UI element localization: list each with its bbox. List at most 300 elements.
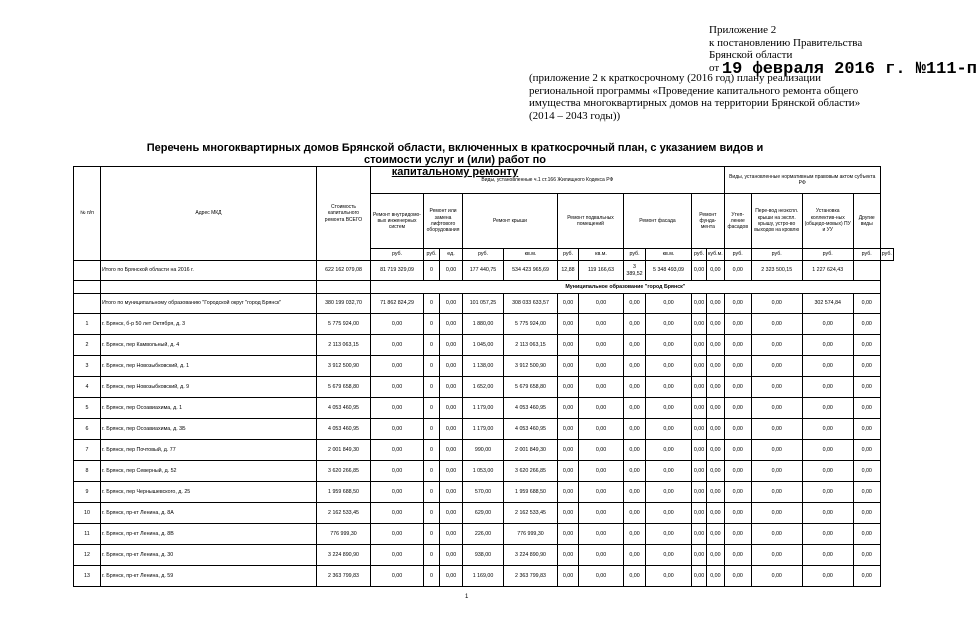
value-cell: 0,00 (853, 503, 880, 524)
value-cell: 0,00 (802, 482, 853, 503)
value-cell: 0 (424, 461, 440, 482)
page-mark: 1 (465, 594, 469, 600)
total-cell: 4 053 460,95 (317, 419, 371, 440)
unit-cell: куб.м. (707, 249, 725, 261)
value-cell: 0,00 (440, 419, 463, 440)
total-cell: 4 053 460,95 (317, 398, 371, 419)
value-cell: 0,00 (692, 294, 707, 314)
value-cell: 5 348 493,09 (646, 261, 692, 281)
value-cell: 0,00 (692, 419, 707, 440)
value-cell: 0,00 (579, 524, 624, 545)
value-cell: 0,00 (853, 440, 880, 461)
row-num: 11 (74, 524, 101, 545)
value-cell: 0,00 (371, 377, 424, 398)
value-cell: 0,00 (624, 314, 646, 335)
value-cell: 0,00 (724, 440, 751, 461)
col-group-housing-code: Виды, установленные ч.1 ст.166 Жилищного Кодекса РФ (371, 167, 725, 194)
value-cell: 0,00 (692, 261, 707, 281)
approval-header (709, 24, 977, 79)
note-line: региональной программы «Проведение капитального ремонта общего (529, 84, 859, 97)
value-cell: 0,00 (707, 261, 725, 281)
value-cell: 0,00 (440, 482, 463, 503)
value-cell: 534 423 965,69 (504, 261, 558, 281)
value-cell: 0,00 (724, 356, 751, 377)
value-cell: 0,00 (579, 377, 624, 398)
value-cell: 0,00 (624, 294, 646, 314)
unit-cell: руб. (724, 249, 751, 261)
value-cell: 0,00 (558, 377, 579, 398)
value-cell: 0,00 (440, 503, 463, 524)
value-cell: 3 389,52 (624, 261, 646, 281)
address-cell: г. Брянск, пер Новозыбковский, д. 1 (101, 356, 317, 377)
address-cell: г. Брянск, пер Новозыбковский, д. 9 (101, 377, 317, 398)
value-cell: 0,00 (371, 566, 424, 587)
value-cell: 0,00 (707, 524, 725, 545)
value-cell: 0,00 (440, 314, 463, 335)
address-cell: г. Брянск, пер Чернышевского, д. 25 (101, 482, 317, 503)
value-cell: 0,00 (440, 377, 463, 398)
value-cell: 0,00 (624, 356, 646, 377)
address-cell: г. Брянск, пер Осоавиахима, д. 1 (101, 398, 317, 419)
total-cell: 2 162 533,45 (317, 503, 371, 524)
col-header-meters: Установка коллектив-ных (общедо-мовых) ПУ и УУ (802, 194, 853, 249)
roof-cost-cell: 2 113 063,15 (504, 335, 558, 356)
value-cell: 0,00 (440, 398, 463, 419)
unit-cell: руб. (463, 249, 504, 261)
unit-cell: ед. (440, 249, 463, 261)
note-line: (приложение 2 к краткосрочному (2016 год) плану реализации (529, 72, 822, 84)
row-num: 10 (74, 503, 101, 524)
value-cell: 0,00 (751, 398, 802, 419)
table-row (74, 545, 894, 566)
value-cell: 0,00 (646, 545, 692, 566)
value-cell: 0,00 (646, 461, 692, 482)
value-cell: 0,00 (751, 356, 802, 377)
row-label: Итого по Брянской области на 2016 г. (101, 261, 317, 281)
roof-cost-cell: 3 912 500,90 (504, 356, 558, 377)
roof-area-cell: 1 053,00 (463, 461, 504, 482)
col-header-basement: Ремонт подвальных помещений (558, 194, 624, 249)
unit-cell: руб. (692, 249, 707, 261)
value-cell: 0 (424, 566, 440, 587)
value-cell: 71 862 824,29 (371, 294, 424, 314)
value-cell: 0,00 (692, 377, 707, 398)
table-row (74, 356, 894, 377)
table-row (74, 377, 894, 398)
value-cell: 0,00 (724, 377, 751, 398)
value-cell: 0 (424, 545, 440, 566)
value-cell: 0,00 (802, 545, 853, 566)
value-cell: 0 (424, 356, 440, 377)
row-num-cell (74, 261, 101, 281)
value-cell: 0,00 (646, 398, 692, 419)
value-cell: 0,00 (624, 482, 646, 503)
row-num: 13 (74, 566, 101, 587)
value-cell: 0,00 (692, 482, 707, 503)
houses-table (73, 166, 894, 587)
value-cell: 0,00 (624, 398, 646, 419)
table-row (74, 482, 894, 503)
row-num: 9 (74, 482, 101, 503)
roof-cost-cell: 1 959 688,50 (504, 482, 558, 503)
value-cell: 0,00 (751, 461, 802, 482)
unit-cell: руб. (802, 249, 853, 261)
roof-area-cell: 1 652,00 (463, 377, 504, 398)
address-cell: г. Брянск, пр-кт Ленина, д. 30 (101, 545, 317, 566)
value-cell: 0,00 (802, 566, 853, 587)
value-cell: 0,00 (646, 335, 692, 356)
value-cell: 0,00 (724, 335, 751, 356)
value-cell: 0,00 (646, 524, 692, 545)
value-cell: 0,00 (371, 503, 424, 524)
value-cell: 0,00 (692, 461, 707, 482)
value-cell: 0,00 (692, 545, 707, 566)
value-cell: 302 574,84 (802, 294, 853, 314)
address-cell: г. Брянск, пер Камвольный, д. 4 (101, 335, 317, 356)
value-cell: 0,00 (853, 335, 880, 356)
value-cell: 0,00 (579, 545, 624, 566)
roof-area-cell: 629,00 (463, 503, 504, 524)
row-num: 12 (74, 545, 101, 566)
unit-cell: руб. (371, 249, 424, 261)
value-cell: 0,00 (707, 566, 725, 587)
roof-area-cell: 570,00 (463, 482, 504, 503)
table-row (74, 566, 894, 587)
value-cell: 0 (424, 377, 440, 398)
value-cell: 0,00 (802, 461, 853, 482)
address-cell: г. Брянск, пр-кт Ленина, д. 8В (101, 524, 317, 545)
value-cell: 0,00 (558, 461, 579, 482)
value-cell: 0 (424, 503, 440, 524)
value-cell: 119 166,63 (579, 261, 624, 281)
value-cell: 0,00 (646, 440, 692, 461)
roof-cost-cell: 3 224 890,90 (504, 545, 558, 566)
value-cell: 0,00 (751, 377, 802, 398)
value-cell: 0,00 (646, 294, 692, 314)
value-cell: 0,00 (853, 419, 880, 440)
unit-cell: руб. (624, 249, 646, 261)
header-line: Брянской области (709, 49, 793, 61)
value-cell: 0,00 (853, 482, 880, 503)
value-cell: 0,00 (558, 419, 579, 440)
row-num: 2 (74, 335, 101, 356)
value-cell: 0,00 (624, 419, 646, 440)
value-cell: 0,00 (707, 545, 725, 566)
value-cell: 0,00 (724, 545, 751, 566)
value-cell: 0,00 (724, 461, 751, 482)
total-cell: 1 959 688,50 (317, 482, 371, 503)
value-cell: 0,00 (802, 377, 853, 398)
value-cell: 0,00 (751, 503, 802, 524)
value-cell: 0,00 (371, 524, 424, 545)
col-header-foundation: Ремонт фунда-мента (692, 194, 725, 249)
roof-area-cell: 1 045,00 (463, 335, 504, 356)
value-cell: 2 323 500,15 (751, 261, 802, 281)
col-header-lift: Ремонт или замена лифтового оборудования (424, 194, 463, 249)
roof-cost-cell: 4 053 460,95 (504, 419, 558, 440)
value-cell: 0,00 (440, 335, 463, 356)
unit-cell: руб. (424, 249, 440, 261)
value-cell: 0,00 (853, 524, 880, 545)
value-cell: 0,00 (646, 503, 692, 524)
value-cell: 0,00 (751, 545, 802, 566)
col-header-total: Стоимость капитального ремонта ВСЕГО (317, 167, 371, 261)
value-cell: 0,00 (692, 566, 707, 587)
value-cell: 0,00 (558, 482, 579, 503)
value-cell: 0,00 (440, 440, 463, 461)
address-cell: г. Брянск, пер Осоавиахима, д. 3Б (101, 419, 317, 440)
total-cell: 3 912 500,90 (317, 356, 371, 377)
value-cell: 0,00 (692, 524, 707, 545)
table-row (74, 314, 894, 335)
value-cell: 0,00 (692, 398, 707, 419)
value-cell: 0,00 (440, 294, 463, 314)
table-row (74, 524, 894, 545)
total-cell: 5 775 924,00 (317, 314, 371, 335)
total-cell: 2 363 799,83 (317, 566, 371, 587)
unit-cell: кв.м. (579, 249, 624, 261)
row-num: 1 (74, 314, 101, 335)
section-title: Муниципальное образование "город Брянск" (371, 281, 881, 294)
value-cell: 0,00 (751, 294, 802, 314)
value-cell: 0,00 (802, 419, 853, 440)
value-cell: 0,00 (579, 335, 624, 356)
total-cell: 3 620 266,85 (317, 461, 371, 482)
col-header-systems: Ремонт внутридомо-вых инженерных систем (371, 194, 424, 249)
value-cell: 0,00 (751, 524, 802, 545)
value-cell: 0,00 (692, 356, 707, 377)
header-line: к постановлению Правительства (709, 36, 863, 49)
unit-cell: руб. (558, 249, 579, 261)
value-cell: 0 (424, 335, 440, 356)
roof-area-cell: 1 179,00 (463, 398, 504, 419)
date-prefix: от (709, 61, 720, 74)
value-cell: 0,00 (558, 356, 579, 377)
value-cell: 0,00 (579, 356, 624, 377)
value-cell: 0 (424, 419, 440, 440)
row-label: Итого по муниципальному образованию "Городской округ "город Брянск" (101, 294, 317, 314)
value-cell: 0,00 (692, 503, 707, 524)
value-cell: 177 440,75 (463, 261, 504, 281)
value-cell: 1 227 624,43 (802, 261, 853, 281)
value-cell: 0,00 (371, 314, 424, 335)
value-cell: 0,00 (371, 440, 424, 461)
value-cell: 0,00 (440, 524, 463, 545)
value-cell: 0,00 (624, 461, 646, 482)
amendment-note (529, 72, 899, 122)
row-num: 5 (74, 398, 101, 419)
value-cell: 0,00 (624, 545, 646, 566)
roof-area-cell: 938,00 (463, 545, 504, 566)
table-row (74, 440, 894, 461)
value-cell: 0,00 (579, 314, 624, 335)
value-cell: 0,00 (579, 419, 624, 440)
header-line: Приложение 2 (709, 24, 777, 36)
value-cell: 0,00 (853, 356, 880, 377)
roof-cost-cell: 2 001 849,30 (504, 440, 558, 461)
value-cell: 0,00 (624, 335, 646, 356)
value-cell: 0,00 (579, 482, 624, 503)
value-cell: 0,00 (558, 294, 579, 314)
value-cell: 0,00 (646, 356, 692, 377)
value-cell: 0,00 (646, 419, 692, 440)
col-header-insulation: Утеп-ление фасадов (724, 194, 751, 249)
value-cell: 0,00 (707, 461, 725, 482)
value-cell: 0,00 (707, 482, 725, 503)
address-cell: г. Брянск, пр-кт Ленина, д. 8А (101, 503, 317, 524)
value-cell: 0,00 (646, 482, 692, 503)
row-num: 8 (74, 461, 101, 482)
value-cell: 0,00 (646, 566, 692, 587)
value-cell: 0,00 (707, 503, 725, 524)
value-cell: 0,00 (440, 566, 463, 587)
date-number: 19 февраля 2016 г. №111-п (721, 59, 977, 79)
value-cell: 0,00 (558, 524, 579, 545)
value-cell: 0,00 (579, 566, 624, 587)
unit-cell: руб. (853, 249, 880, 261)
value-cell: 0,00 (558, 566, 579, 587)
value-cell: 0,00 (707, 314, 725, 335)
row-num: 6 (74, 419, 101, 440)
value-cell: 380 199 032,70 (317, 294, 371, 314)
value-cell: 0,00 (751, 440, 802, 461)
value-cell: 0,00 (646, 314, 692, 335)
roof-area-cell: 1 138,00 (463, 356, 504, 377)
value-cell: 0,00 (579, 440, 624, 461)
value-cell: 0,00 (371, 461, 424, 482)
value-cell: 0,00 (624, 377, 646, 398)
value-cell: 0,00 (558, 335, 579, 356)
value-cell: 0,00 (751, 314, 802, 335)
value-cell: 0,00 (440, 261, 463, 281)
row-num-cell (74, 294, 101, 314)
value-cell: 0,00 (707, 294, 725, 314)
value-cell: 0,00 (692, 335, 707, 356)
value-cell: 0,00 (707, 377, 725, 398)
roof-area-cell: 990,00 (463, 440, 504, 461)
col-header-roof: Ремонт крыши (463, 194, 558, 249)
value-cell: 0,00 (853, 294, 880, 314)
value-cell: 0,00 (707, 356, 725, 377)
value-cell: 0,00 (853, 314, 880, 335)
roof-area-cell: 226,00 (463, 524, 504, 545)
value-cell: 0,00 (579, 503, 624, 524)
value-cell: 0,00 (853, 545, 880, 566)
value-cell: 0,00 (692, 440, 707, 461)
roof-cost-cell: 3 620 266,85 (504, 461, 558, 482)
value-cell: 0,00 (751, 482, 802, 503)
value-cell: 0,00 (802, 314, 853, 335)
col-header-address: Адрес МКД (101, 167, 317, 261)
table-row (74, 503, 894, 524)
address-cell: г. Брянск, б-р 50 лет Октября, д. 3 (101, 314, 317, 335)
unit-cell: руб. (751, 249, 802, 261)
value-cell: 0,00 (579, 398, 624, 419)
total-cell: 5 679 658,80 (317, 377, 371, 398)
value-cell: 0,00 (707, 419, 725, 440)
row-num: 7 (74, 440, 101, 461)
col-header-roof-conversion: Пере-вод неэкспл. крыши на экспл. крышу, устро-во выходов на кровлю (751, 194, 802, 249)
value-cell: 308 033 633,57 (504, 294, 558, 314)
value-cell: 0,00 (853, 398, 880, 419)
value-cell (853, 261, 880, 281)
roof-cost-cell: 2 363 799,83 (504, 566, 558, 587)
value-cell: 0,00 (751, 419, 802, 440)
value-cell: 0,00 (724, 419, 751, 440)
address-cell: г. Брянск, пер Почтовый, д. 77 (101, 440, 317, 461)
value-cell: 0 (424, 261, 440, 281)
roof-area-cell: 1 179,00 (463, 419, 504, 440)
value-cell: 0,00 (371, 335, 424, 356)
value-cell: 0,00 (558, 398, 579, 419)
value-cell: 0,00 (440, 545, 463, 566)
value-cell: 0,00 (707, 335, 725, 356)
table-row (74, 419, 894, 440)
total-cell: 2 001 849,30 (317, 440, 371, 461)
total-cell: 2 113 063,15 (317, 335, 371, 356)
value-cell: 0,00 (624, 524, 646, 545)
value-cell: 0,00 (724, 261, 751, 281)
value-cell: 0 (424, 398, 440, 419)
value-cell: 0,00 (724, 294, 751, 314)
value-cell: 0,00 (558, 503, 579, 524)
roof-area-cell: 1 169,00 (463, 566, 504, 587)
unit-cell: руб. (880, 249, 893, 261)
value-cell: 0 (424, 294, 440, 314)
value-cell: 0,00 (802, 398, 853, 419)
value-cell: 0,00 (751, 335, 802, 356)
note-line: имущества многоквартирных домов на территории Брянской области» (529, 97, 861, 109)
value-cell: 0,00 (707, 398, 725, 419)
value-cell: 81 719 329,09 (371, 261, 424, 281)
value-cell: 12,88 (558, 261, 579, 281)
roof-cost-cell: 2 162 533,45 (504, 503, 558, 524)
value-cell: 0 (424, 440, 440, 461)
table-row (74, 335, 894, 356)
title-line-1: Перечень многоквартирных домов Брянской области, включенных в краткосрочный план, с указанием видов и стоимости услуг и (или) работ по (146, 142, 764, 166)
col-header-facade: Ремонт фасада (624, 194, 692, 249)
value-cell: 0 (424, 314, 440, 335)
roof-cost-cell: 776 999,30 (504, 524, 558, 545)
value-cell: 0,00 (440, 356, 463, 377)
value-cell: 0,00 (371, 482, 424, 503)
row-num: 3 (74, 356, 101, 377)
value-cell: 0,00 (853, 461, 880, 482)
value-cell: 0,00 (440, 461, 463, 482)
col-group-regional: Виды, установленные нормативным правовым актом субъекта РФ (724, 167, 880, 194)
value-cell: 0 (424, 524, 440, 545)
value-cell: 0,00 (558, 440, 579, 461)
value-cell: 0,00 (751, 566, 802, 587)
value-cell: 0,00 (692, 314, 707, 335)
col-header-num: № п/п (74, 167, 101, 261)
value-cell: 0,00 (558, 545, 579, 566)
value-cell: 0,00 (724, 398, 751, 419)
value-cell: 0 (424, 482, 440, 503)
value-cell: 0,00 (724, 503, 751, 524)
value-cell: 0,00 (371, 419, 424, 440)
address-cell: г. Брянск, пер Северный, д. 52 (101, 461, 317, 482)
value-cell: 0,00 (853, 566, 880, 587)
value-cell: 0,00 (371, 545, 424, 566)
value-cell: 0,00 (624, 566, 646, 587)
value-cell: 0,00 (371, 398, 424, 419)
value-cell: 0,00 (802, 356, 853, 377)
value-cell: 0,00 (371, 356, 424, 377)
col-header-other: Другие виды (853, 194, 880, 249)
value-cell: 101 057,25 (463, 294, 504, 314)
value-cell: 0,00 (802, 503, 853, 524)
